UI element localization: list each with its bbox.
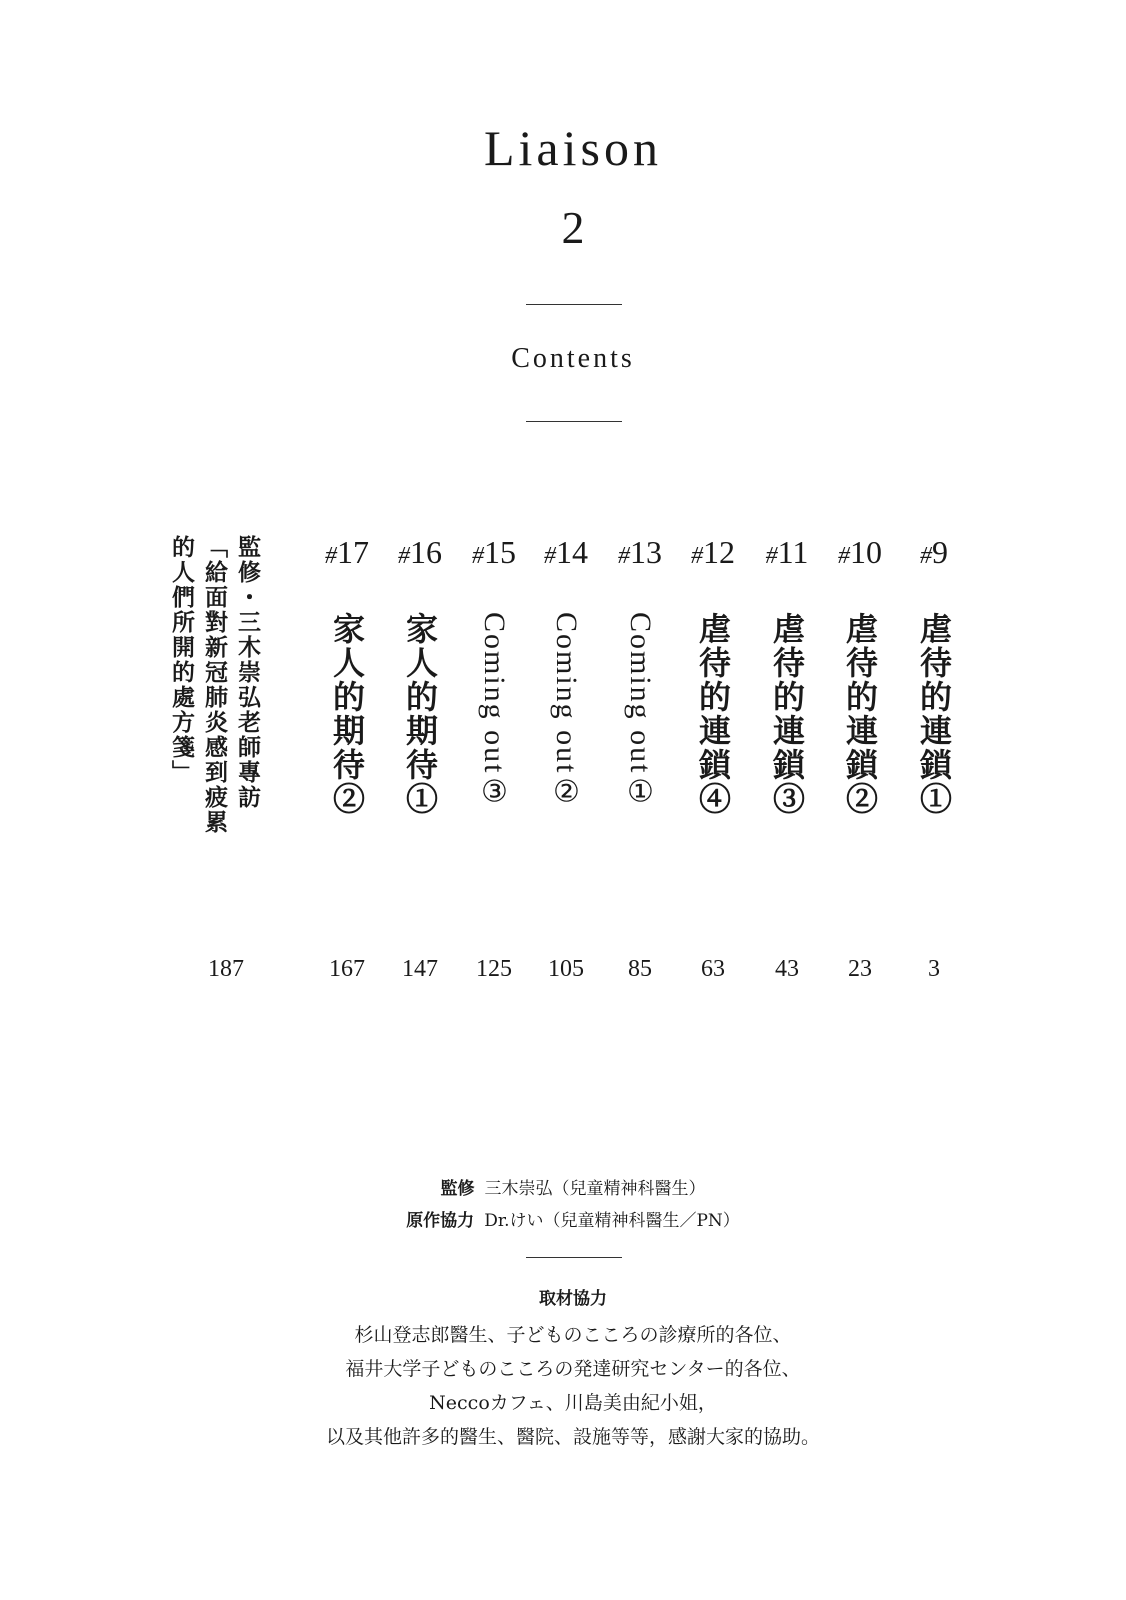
thanks-line: 以及其他許多的醫生、醫院、設施等等，感謝大家的協助。 [325, 1426, 820, 1448]
chapter-page: 23 [848, 956, 872, 982]
chapter-number: #9 [920, 534, 948, 570]
chapter-page: 167 [329, 956, 365, 982]
chapter-page: 85 [628, 956, 652, 982]
contents-heading: Contents [511, 343, 635, 374]
chapter-number: #10 [838, 534, 882, 570]
chapter-title: Coming out① [624, 612, 657, 812]
thanks-line: Neccoカフェ、川島美由紀小姐， [429, 1392, 717, 1414]
chapter-page: 3 [928, 956, 940, 982]
chapter-number: #17 [325, 534, 369, 570]
supervision-credit: 監修 三木崇弘（兒童精神科醫生） [440, 1179, 706, 1199]
chapter-page: 43 [775, 956, 799, 982]
chapter-number: #13 [618, 534, 662, 570]
chapter-title: 虐待的連鎖② [841, 612, 879, 816]
divider-bottom [526, 1257, 622, 1258]
chapter-title: Coming out③ [478, 612, 511, 812]
chapter-number: #16 [398, 534, 442, 570]
chapter-title: Coming out② [550, 612, 583, 812]
chapter-title: 虐待的連鎖③ [768, 612, 806, 816]
chapter-title: 虐待的連鎖① [915, 612, 953, 816]
cooperation-credit: 原作協力 Dr.けい（兒童精神科醫生／PN） [406, 1211, 740, 1231]
divider-top [526, 304, 622, 305]
chapter-title: 家人的期待② [328, 612, 366, 816]
chapter-title: 虐待的連鎖④ [694, 612, 732, 816]
thanks-heading: 取材協力 [539, 1289, 607, 1309]
special-title-line-3: 的人們所開的處方箋」 [168, 535, 195, 785]
chapter-title: 家人的期待① [401, 612, 439, 816]
chapter-number: #15 [472, 534, 516, 570]
thanks-line: 福井大学子どものこころの発達研究センター的各位、 [345, 1358, 801, 1380]
chapter-page: 147 [402, 956, 438, 982]
special-title-line-1: 監修・三木崇弘老師專訪 [234, 535, 261, 810]
divider-mid [526, 421, 622, 422]
special-page: 187 [208, 956, 244, 982]
chapter-number: #11 [765, 534, 809, 570]
chapter-page: 63 [701, 956, 725, 982]
chapter-number: #12 [691, 534, 735, 570]
chapter-page: 105 [548, 956, 584, 982]
book-title: Liaison [484, 120, 662, 176]
thanks-line: 杉山登志郎醫生、子どものこころの診療所的各位、 [354, 1324, 792, 1346]
special-title-line-2: 「給面對新冠肺炎感到疲累 [201, 535, 228, 835]
chapter-page: 125 [476, 956, 512, 982]
chapter-number: #14 [544, 534, 588, 570]
volume-number: 2 [561, 202, 585, 253]
